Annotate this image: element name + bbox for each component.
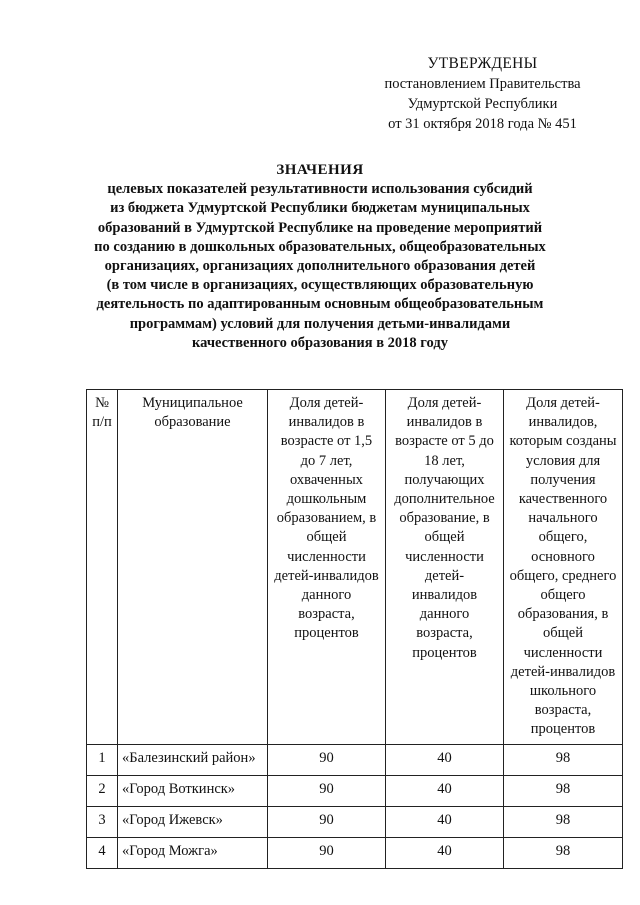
header-preschool-share: Доля детей- инвалидов в возрасте от 1,5 до 7 лет, охваченных дошкольным образованием, в общей численности детей-инвалидов данного возраста, процентов [268, 390, 386, 745]
title-heading: ЗНАЧЕНИЯ [276, 162, 364, 178]
title-line: из бюджета Удмуртской Республики бюджетам муниципальных [110, 200, 530, 217]
approval-line-3: от 31 октября 2018 года № 451 [388, 116, 577, 132]
table-row [87, 806, 623, 837]
title-line: программам) условий для получения детьми-инвалидами [129, 315, 511, 332]
general-education-value: 98 [504, 775, 623, 806]
approval-block [355, 54, 610, 134]
title-line: целевых показателей результативности использования субсидий [107, 181, 533, 198]
municipality-name: «Город Воткинск» [118, 775, 268, 806]
row-number: 1 [87, 744, 118, 775]
title-line: качественного образования в 2018 году [192, 334, 448, 351]
table-row [87, 744, 623, 775]
header-num: № п/п [87, 390, 118, 745]
document-title [85, 161, 555, 353]
table-row [87, 775, 623, 806]
header-municipality: Муниципальное образование [118, 390, 268, 745]
title-line: деятельность по адаптированным основным общеобразовательным [96, 296, 544, 313]
general-education-value: 98 [504, 806, 623, 837]
municipality-name: «Город Можга» [118, 837, 268, 868]
indicators-table [86, 389, 623, 869]
table-row [87, 837, 623, 868]
preschool-value: 90 [268, 837, 386, 868]
approval-stamp: УТВЕРЖДЕНЫ [427, 55, 538, 72]
table-header-row [87, 390, 623, 745]
approval-line-2: Удмуртской Республики [407, 96, 558, 112]
title-line: (в том числе в организациях, осуществляющих образовательную [106, 277, 534, 294]
additional-education-value: 40 [386, 837, 504, 868]
approval-line-1: постановлением Правительства [384, 76, 581, 92]
header-general-education-share: Доля детей- инвалидов, которым созданы условия для получения качественного начального общего, основного общего, среднего общего образования, в общей численности детей-инвалидов школьного возраста, процентов [504, 390, 623, 745]
general-education-value: 98 [504, 744, 623, 775]
additional-education-value: 40 [386, 775, 504, 806]
row-number: 2 [87, 775, 118, 806]
preschool-value: 90 [268, 744, 386, 775]
municipality-name: «Город Ижевск» [118, 806, 268, 837]
title-line: образований в Удмуртской Республике на проведение мероприятий [97, 219, 543, 236]
municipality-name: «Балезинский район» [118, 744, 268, 775]
title-line: по созданию в дошкольных образовательных, общеобразовательных [94, 238, 546, 255]
row-number: 4 [87, 837, 118, 868]
general-education-value: 98 [504, 837, 623, 868]
preschool-value: 90 [268, 775, 386, 806]
row-number: 3 [87, 806, 118, 837]
title-line: организациях, организациях дополнительного образования детей [104, 258, 536, 275]
additional-education-value: 40 [386, 806, 504, 837]
preschool-value: 90 [268, 806, 386, 837]
additional-education-value: 40 [386, 744, 504, 775]
header-additional-education-share: Доля детей- инвалидов в возрасте от 5 до 18 лет, получающих дополнительное образование, в общей численности детей- инвалидов данного возраста, процентов [386, 390, 504, 745]
